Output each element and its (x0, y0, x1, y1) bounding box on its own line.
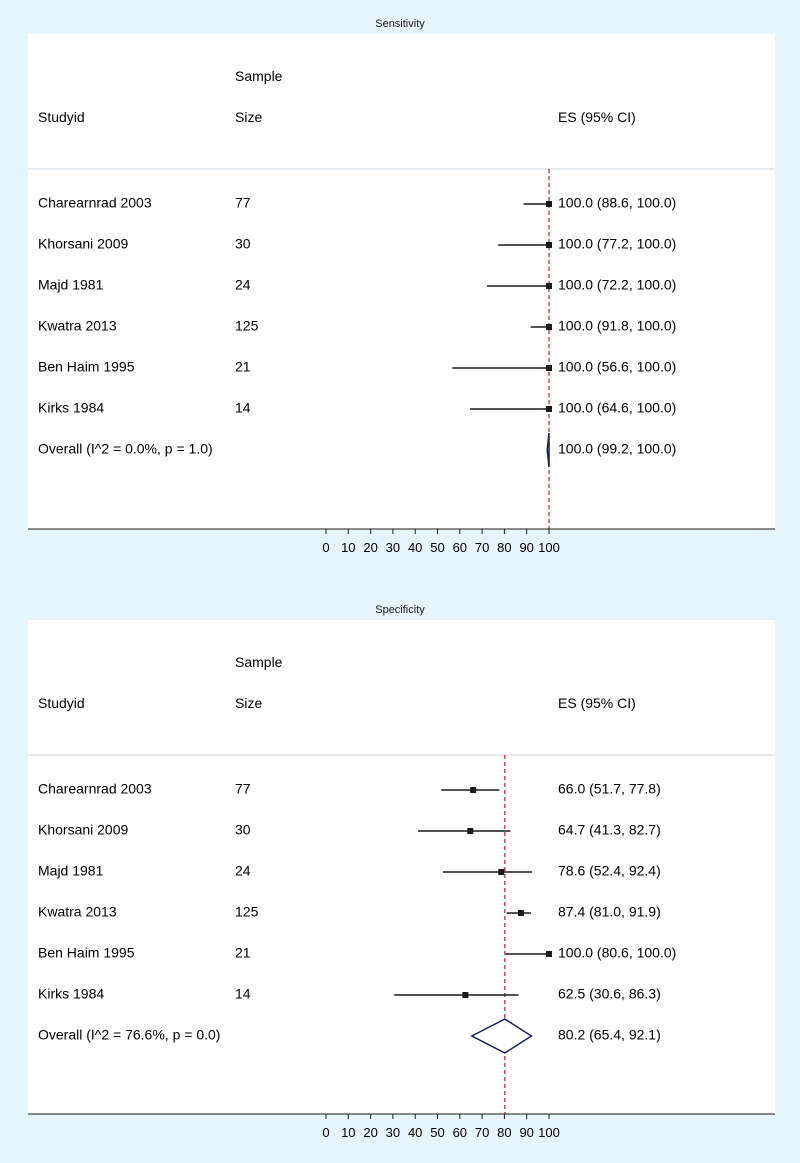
effect-marker (462, 992, 468, 998)
effect-marker (546, 406, 552, 412)
effect-marker (470, 787, 476, 793)
sample-size: 125 (235, 317, 259, 334)
effect-marker (518, 910, 524, 916)
x-tick-label: 20 (363, 540, 378, 555)
es-ci-label: 100.0 (56.6, 100.0) (558, 358, 677, 375)
es-ci-label: 64.7 (41.3, 82.7) (558, 821, 661, 838)
study-name: Ben Haim 1995 (38, 358, 135, 375)
x-tick-label: 10 (341, 1125, 356, 1140)
study-name: Majd 1981 (38, 276, 104, 293)
x-tick-label: 100 (538, 540, 560, 555)
effect-marker (546, 201, 552, 207)
es-ci-label: 66.0 (51.7, 77.8) (558, 780, 661, 797)
x-tick-label: 100 (538, 1125, 560, 1140)
effect-marker (546, 365, 552, 371)
es-ci-label: 100.0 (80.6, 100.0) (558, 944, 677, 961)
x-tick-label: 60 (452, 1125, 468, 1140)
forest-panel-specificity (28, 604, 775, 1140)
x-tick-label: 80 (497, 1125, 512, 1140)
forest-panel-sensitivity (28, 18, 775, 555)
x-tick-label: 80 (497, 540, 512, 555)
panel-title: Specificity (375, 604, 425, 616)
es-ci-label: 100.0 (64.6, 100.0) (558, 399, 677, 416)
sample-size: 14 (235, 985, 251, 1002)
header-size: Size (235, 695, 263, 711)
study-name: Charearnrad 2003 (38, 780, 152, 797)
sample-size: 24 (235, 276, 251, 293)
es-ci-label: 100.0 (72.2, 100.0) (558, 276, 677, 293)
header-studyid: Studyid (38, 695, 85, 711)
study-name: Kwatra 2013 (38, 317, 117, 334)
x-tick-label: 10 (341, 540, 356, 555)
study-name: Majd 1981 (38, 862, 104, 879)
effect-marker (546, 951, 552, 957)
study-name: Charearnrad 2003 (38, 194, 152, 211)
x-tick-label: 0 (322, 540, 330, 555)
x-tick-label: 30 (385, 540, 401, 555)
es-ci-label: 62.5 (30.6, 86.3) (558, 985, 661, 1002)
overall-es-ci: 80.2 (65.4, 92.1) (558, 1026, 661, 1043)
x-tick-label: 30 (385, 1125, 401, 1140)
study-name: Kirks 1984 (38, 985, 105, 1002)
es-ci-label: 78.6 (52.4, 92.4) (558, 862, 661, 879)
study-name: Khorsani 2009 (38, 821, 129, 838)
sample-size: 30 (235, 235, 251, 252)
es-ci-label: 100.0 (77.2, 100.0) (558, 235, 677, 252)
effect-marker (498, 869, 504, 875)
overall-label: Overall (I^2 = 0.0%, p = 1.0) (38, 440, 213, 457)
x-tick-label: 0 (322, 1125, 330, 1140)
x-tick-label: 40 (407, 540, 423, 555)
study-name: Khorsani 2009 (38, 235, 129, 252)
sample-size: 14 (235, 399, 251, 416)
panel-title: Sensitivity (375, 18, 425, 30)
es-ci-label: 87.4 (81.0, 91.9) (558, 903, 661, 920)
es-ci-label: 100.0 (88.6, 100.0) (558, 194, 677, 211)
sample-size: 77 (235, 780, 251, 797)
x-tick-label: 40 (407, 1125, 423, 1140)
sample-size: 21 (235, 944, 251, 961)
header-size: Size (235, 109, 263, 125)
x-tick-label: 70 (474, 540, 490, 555)
x-tick-label: 50 (430, 1125, 445, 1140)
x-tick-label: 20 (363, 1125, 378, 1140)
x-tick-label: 90 (519, 540, 534, 555)
x-tick-label: 50 (430, 540, 445, 555)
study-name: Ben Haim 1995 (38, 944, 135, 961)
sample-size: 30 (235, 821, 251, 838)
x-tick-label: 90 (519, 1125, 534, 1140)
effect-marker (546, 242, 552, 248)
header-studyid: Studyid (38, 109, 85, 125)
header-es-ci: ES (95% CI) (558, 109, 636, 125)
sample-size: 24 (235, 862, 251, 879)
overall-label: Overall (I^2 = 76.6%, p = 0.0) (38, 1026, 221, 1043)
study-name: Kwatra 2013 (38, 903, 117, 920)
x-tick-label: 60 (452, 540, 468, 555)
study-name: Kirks 1984 (38, 399, 105, 416)
sample-size: 77 (235, 194, 251, 211)
effect-marker (467, 828, 473, 834)
sample-size: 21 (235, 358, 251, 375)
effect-marker (546, 324, 552, 330)
effect-marker (546, 283, 552, 289)
x-tick-label: 70 (474, 1125, 490, 1140)
es-ci-label: 100.0 (91.8, 100.0) (558, 317, 677, 334)
header-es-ci: ES (95% CI) (558, 695, 636, 711)
header-sample: Sample (235, 68, 283, 84)
overall-es-ci: 100.0 (99.2, 100.0) (558, 440, 677, 457)
header-sample: Sample (235, 654, 283, 670)
sample-size: 125 (235, 903, 259, 920)
